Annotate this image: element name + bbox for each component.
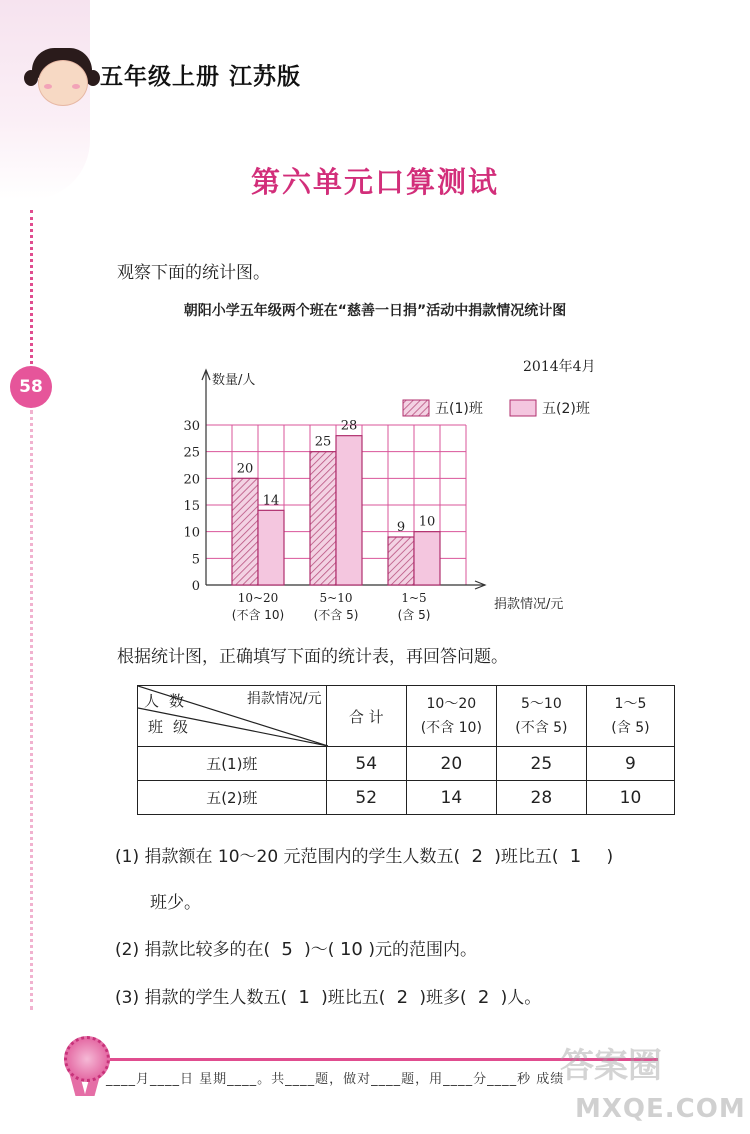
table-row — [138, 747, 675, 781]
cell-total: 54 — [326, 747, 406, 781]
bar — [414, 532, 440, 585]
table-row — [138, 781, 675, 815]
bar-value-label: 9 — [396, 520, 406, 535]
q3-text-a: (3) 捐款的学生人数五( — [115, 988, 288, 1008]
y-tick-label: 15 — [183, 499, 200, 514]
cartoon-girl-icon — [38, 60, 88, 106]
intro-text: 观察下面的统计图。 — [117, 263, 270, 283]
q3-text-c: )班多( — [419, 988, 467, 1008]
row-label: 五(2)班 — [138, 781, 327, 815]
col-header-2-note: (不含 5) — [515, 720, 568, 736]
chart-date: 2014年4月 — [523, 359, 596, 375]
row-label: 五(1)班 — [138, 747, 327, 781]
legend-swatch — [403, 400, 429, 416]
x-tick-sublabel: (不含 10) — [231, 608, 285, 622]
cartoon-girl-cheek — [44, 84, 52, 89]
bar-value-label: 14 — [262, 493, 280, 509]
bar — [310, 452, 336, 585]
col-header-3-range: 1～5 — [614, 696, 647, 712]
watermark-url: MXQE.COM — [575, 1094, 746, 1124]
diag-label-class: 班级 — [148, 718, 199, 736]
unit-title: 第六单元口算测试 — [250, 165, 499, 199]
legend-label: 五(1)班 — [435, 401, 483, 417]
col-header-2-range: 5～10 — [521, 696, 562, 712]
table-diagonal-header — [138, 686, 327, 747]
cell-value: 9 — [586, 747, 674, 781]
q2-text-b: )～( — [304, 940, 335, 960]
y-tick-label: 30 — [183, 419, 200, 434]
q1-text-a: (1) 捐款额在 10～20 元范围内的学生人数五( — [115, 847, 461, 867]
question-1 — [115, 842, 613, 867]
footer-record-line: ____月____日 星期____。共____题，做对____题，用____分____秒 成绩 — [106, 1072, 565, 1087]
q2-answer-1: 5 — [281, 939, 293, 960]
q1-text-b: )班比五( — [494, 847, 559, 867]
q1-text-d: 班少。 — [150, 893, 201, 913]
x-tick-label: 5~10 — [319, 591, 353, 605]
q1-answer-2: 1 — [569, 846, 582, 867]
y-tick-label: 5 — [191, 552, 200, 568]
question-2 — [115, 935, 477, 960]
bar-value-label: 28 — [340, 418, 358, 434]
q3-answer-3: 2 — [477, 987, 490, 1008]
cell-total: 52 — [326, 781, 406, 815]
watermark-logo: 答案圈 — [560, 1046, 662, 1086]
col-header-1-note: (不含 10) — [420, 720, 482, 736]
instruction-text: 根据统计图，正确填写下面的统计表，再回答问题。 — [117, 647, 508, 667]
diag-label-people: 人数 — [144, 692, 195, 710]
q1-answer-1: 2 — [471, 846, 483, 867]
bar — [258, 510, 284, 585]
col-header-3-note: (含 5) — [611, 720, 650, 736]
col-header-3 — [586, 686, 674, 747]
legend-swatch — [510, 400, 536, 416]
legend-label: 五(2)班 — [542, 401, 590, 417]
y-axis-label: 数量/人 — [212, 373, 256, 388]
q2-text-c: )元的范围内。 — [368, 940, 478, 960]
q3-answer-2: 2 — [396, 987, 409, 1008]
x-tick-sublabel: (不含 5) — [313, 608, 359, 622]
q2-answer-2: 10 — [339, 939, 363, 960]
cell-value: 10 — [586, 781, 674, 815]
q3-answer-1: 1 — [298, 987, 310, 1008]
cartoon-girl-bun-left — [24, 70, 38, 86]
x-tick-label: 1~5 — [401, 591, 427, 605]
question-1-continued — [150, 888, 201, 913]
x-tick-label: 10~20 — [237, 591, 279, 605]
question-3 — [115, 983, 541, 1008]
q3-text-b: )班比五( — [321, 988, 386, 1008]
bar-value-label: 10 — [418, 514, 436, 530]
rosette-icon — [64, 1036, 110, 1082]
bar — [388, 537, 414, 585]
cartoon-girl-cheek — [72, 84, 80, 89]
y-tick-label: 25 — [183, 445, 200, 461]
chart-title: 朝阳小学五年级两个班在“慈善一日捐”活动中捐款情况统计图 — [183, 303, 567, 319]
cell-value: 25 — [496, 747, 586, 781]
col-header-2 — [496, 686, 586, 747]
table-header-row — [138, 686, 675, 747]
statistics-table — [137, 685, 675, 815]
x-axis-label: 捐款情况/元 — [494, 597, 564, 612]
book-header-title: 五年级上册 江苏版 — [100, 64, 302, 90]
cell-value: 28 — [496, 781, 586, 815]
cell-value: 14 — [406, 781, 496, 815]
page-number-badge: 58 — [10, 366, 52, 408]
q2-text-a: (2) 捐款比较多的在( — [115, 940, 271, 960]
cell-value: 20 — [406, 747, 496, 781]
side-dotted-line-light — [30, 410, 33, 1010]
bar — [232, 478, 258, 585]
bar — [336, 436, 362, 585]
col-header-total: 合 计 — [326, 686, 406, 747]
q1-text-c: ) — [606, 847, 614, 867]
col-header-1 — [406, 686, 496, 747]
y-tick-label: 0 — [191, 579, 200, 594]
side-dotted-line — [30, 210, 33, 370]
bar-chart — [170, 360, 630, 630]
y-tick-label: 10 — [183, 525, 200, 541]
x-tick-sublabel: (含 5) — [397, 608, 431, 622]
col-header-1-range: 10～20 — [426, 696, 477, 712]
bar-value-label: 25 — [314, 434, 332, 450]
q3-text-d: )人。 — [500, 988, 542, 1008]
y-tick-label: 20 — [183, 472, 200, 488]
bar-value-label: 20 — [236, 461, 254, 477]
diag-label-donation: 捐款情况/元 — [246, 691, 322, 707]
cartoon-girl-bun-right — [86, 70, 100, 86]
